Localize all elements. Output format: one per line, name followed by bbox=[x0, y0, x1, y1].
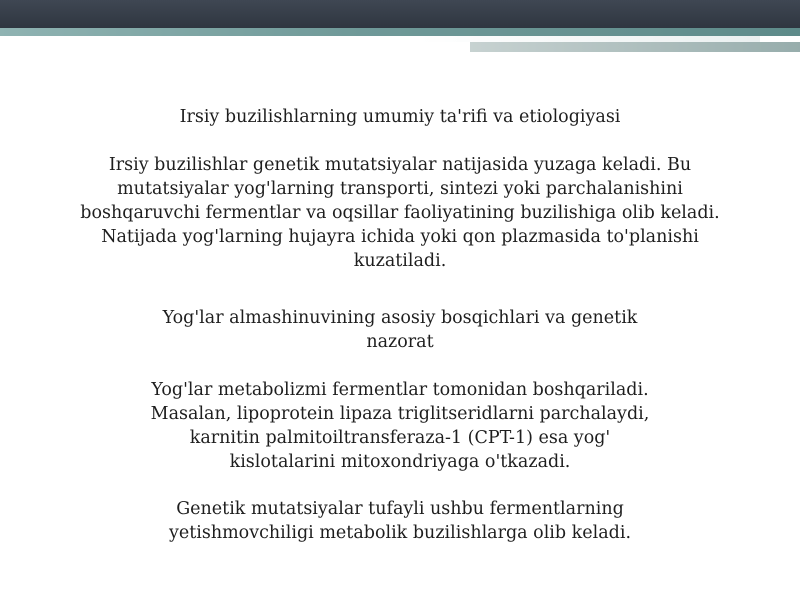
header-accent-stripe bbox=[0, 28, 800, 36]
section-heading-etiology: Irsiy buzilishlarning umumiy ta'rifi va etiologiyasi bbox=[179, 107, 621, 127]
paragraph-etiology: Irsiy buzilishlar genetik mutatsiyalar natijasida yuzaga keladi. Bu mutatsiyalar yog'larning transporti, sintezi yoki parchalanishini boshqaruvchi fermentlar va oqsillar faoliyatining buzilishiga olib keladi. Natijada yog'larning hujayra ichida yoki qon plazmasida to'planishi kuzatiladi. bbox=[80, 155, 720, 271]
header-band bbox=[0, 0, 800, 28]
section-heading-lipid-metabolism: Yog'lar almashinuvining asosiy bosqichlari va genetik nazorat bbox=[162, 308, 638, 352]
paragraph-enzymes: Yog'lar metabolizmi fermentlar tomonidan boshqariladi. Masalan, lipoprotein lipaza triglitseridlarni parchalaydi, karnitin palmitoiltransferaza-1 (CPT-1) esa yog' kislotalarini mitoxondriyaga o'tkazadi. bbox=[150, 380, 650, 472]
header-gray-stripe bbox=[470, 42, 800, 52]
paragraph-mutations: Genetik mutatsiyalar tufayli ushbu fermentlarning yetishmovchiligi metabolik buzilishlarga olib keladi. bbox=[168, 499, 632, 543]
